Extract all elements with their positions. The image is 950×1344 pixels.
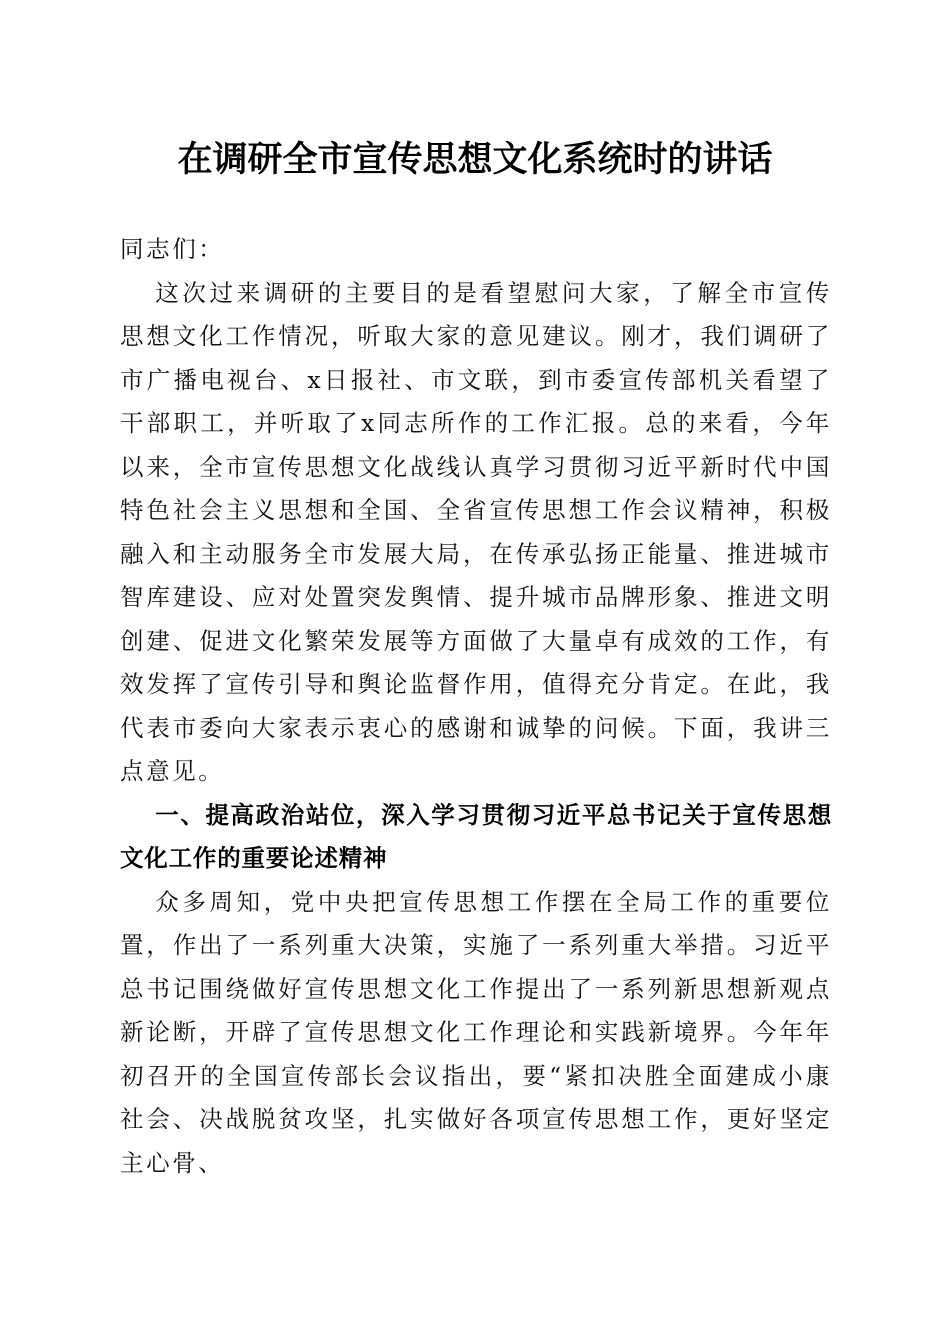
document-body — [120, 228, 832, 1185]
section-1-paragraph: 众多周知，党中央把宣传思想工作摆在全局工作的重要位置，作出了一系列重大决策，实施了一系列重大举措。习近平总书记围绕做好宣传思想文化工作提出了一系列新思想新观点新论断，开辟了宣传思想文化工作理论和实践新境界。今年年初召开的全国宣传部长会议指出，要“紧扣决胜全面建成小康社会、决战脱贫攻坚，扎实做好各项宣传思想工作，更好坚定主心骨、 — [120, 887, 832, 1177]
section-heading-1: 一、提高政治站位，深入学习贯彻习近平总书记关于宣传思想文化工作的重要论述精神 — [120, 800, 832, 872]
document-title: 在调研全市宣传思想文化系统时的讲话 — [177, 139, 773, 180]
intro-paragraph: 这次过来调研的主要目的是看望慰问大家，了解全市宣传思想文化工作情况，听取大家的意见建议。刚才，我们调研了市广播电视台、x日报社、市文联，到市委宣传部机关看望了干部职工，并听取了x同志所作的工作汇报。总的来看，今年以来，全市宣传思想文化战线认真学习贯彻习近平新时代中国特色社会主义思想和全国、全省宣传思想工作会议精神，积极融入和主动服务全市发展大局，在传承弘扬正能量、推进城市智库建设、应对处置突发舆情、提升城市品牌形象、推进文明创建、促进文化繁荣发展等方面做了大量卓有成效的工作，有效发挥了宣传引导和舆论监督作用，值得充分肯定。在此，我代表市委向大家表示衷心的感谢和诚挚的问候。下面，我讲三点意见。 — [120, 278, 832, 785]
salutation: 同志们： — [120, 235, 225, 263]
